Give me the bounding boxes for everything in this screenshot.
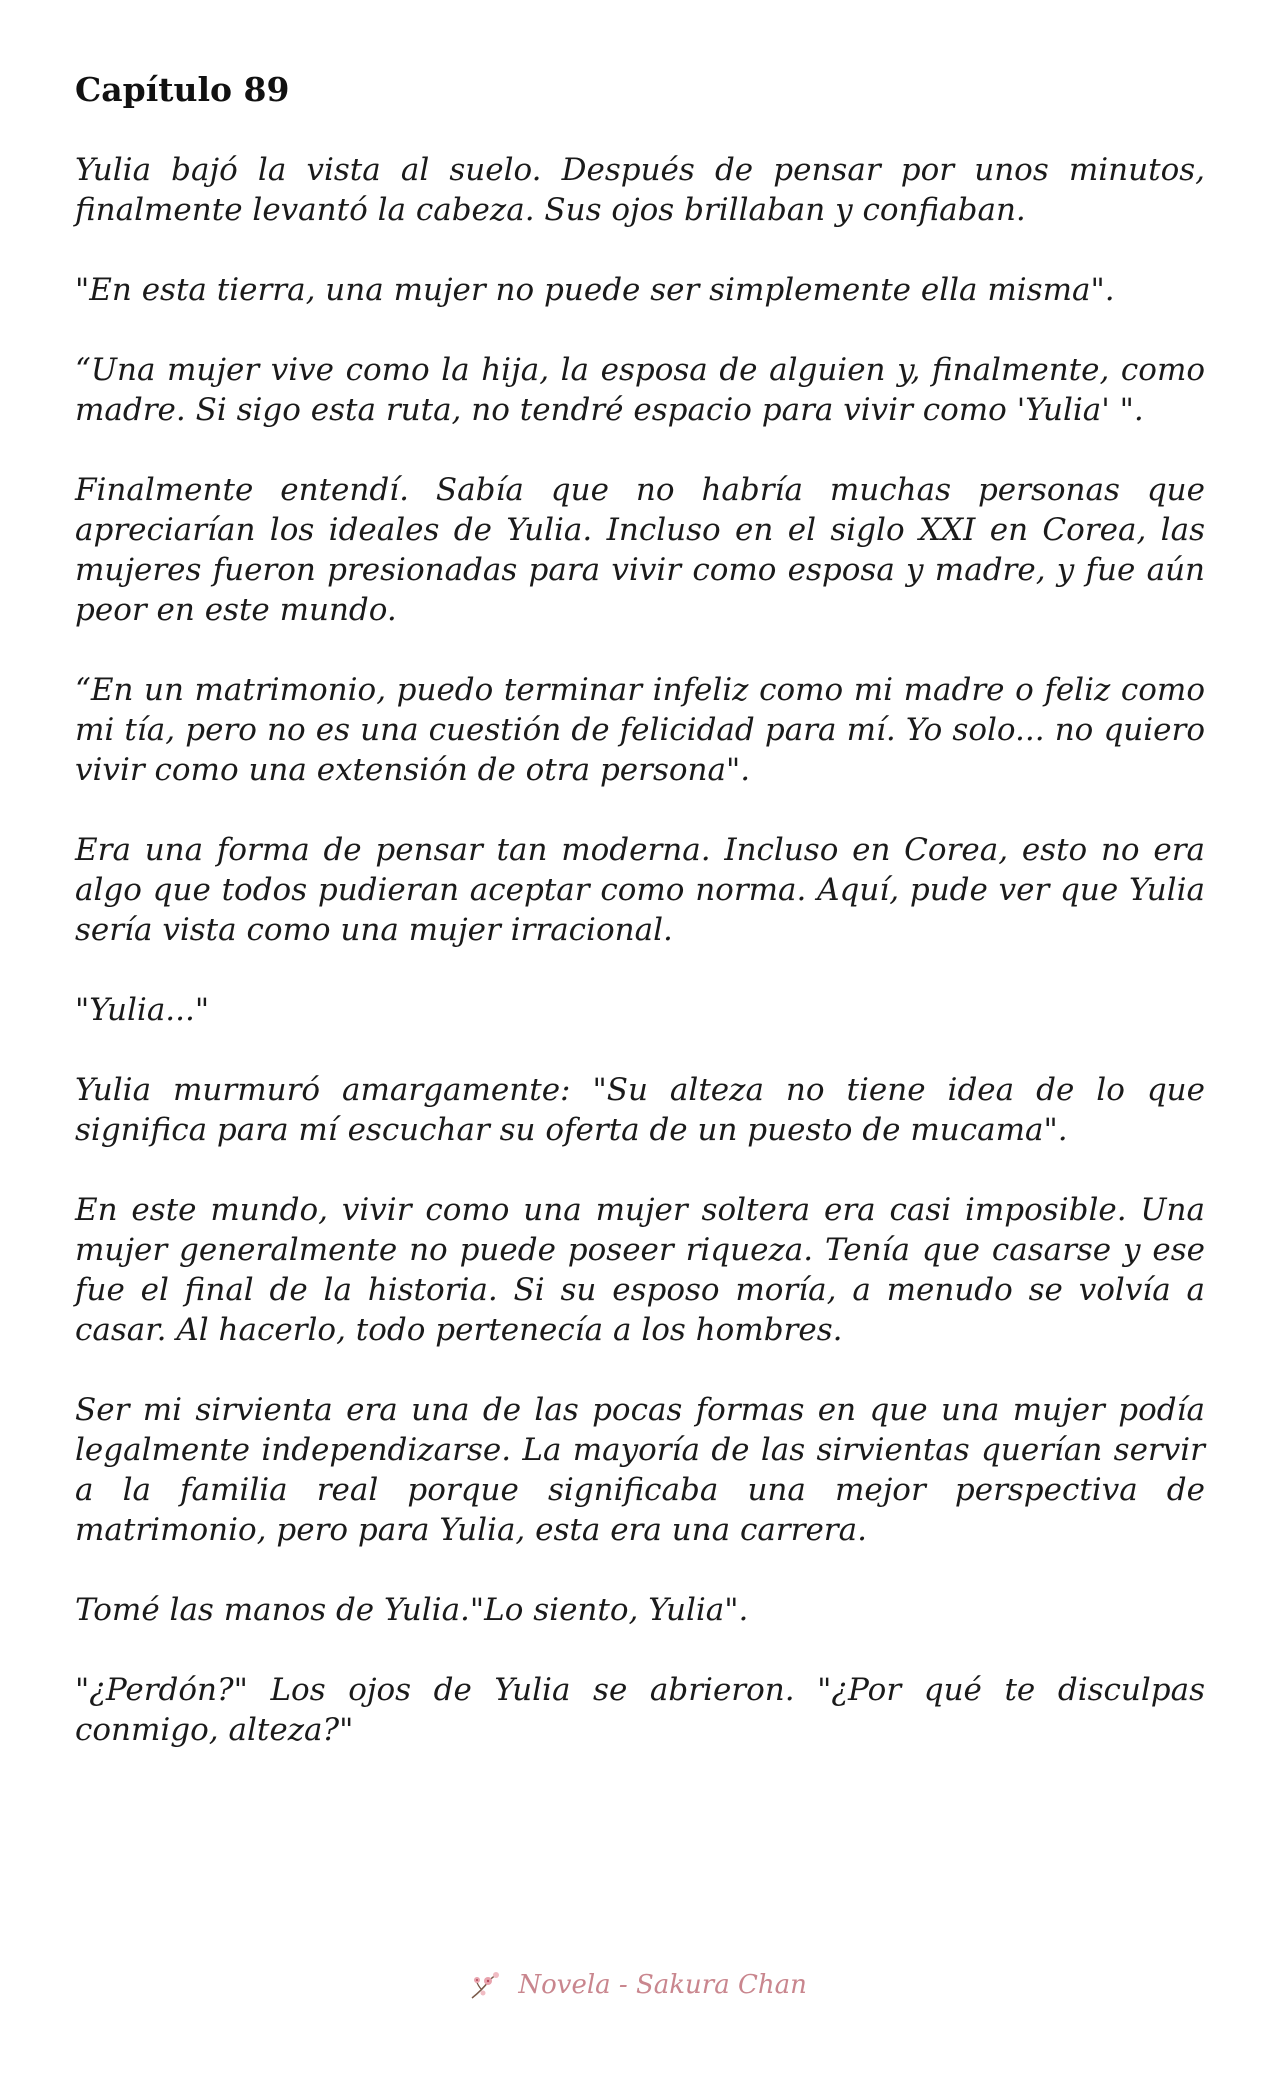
paragraph: Ser mi sirvienta era una de las pocas formas en que una mujer podía legalmente independizarse. La mayoría de las sirvientas querían servir a la familia real porque significaba una mejor perspectiva de matrimonio, pero para Yulia, esta era una carrera.	[75, 1391, 1205, 1548]
paragraph: Era una forma de pensar tan moderna. Incluso en Corea, esto no era algo que todos pudieran aceptar como norma. Aquí, pude ver que Yulia sería vista como una mujer irracional.	[75, 831, 1205, 948]
sakura-flower-icon	[468, 1968, 504, 2004]
paragraph: Yulia bajó la vista al suelo. Después de pensar por unos minutos, finalmente levantó la cabeza. Sus ojos brillaban y confiaban.	[75, 151, 1205, 228]
paragraph: En este mundo, vivir como una mujer soltera era casi imposible. Una mujer generalmente no puede poseer riqueza. Tenía que casarse y ese fue el final de la historia. Si su esposo moría, a menudo se volvía a casar. Al hacerlo, todo pertenecía a los hombres.	[75, 1191, 1205, 1348]
watermark	[0, 1968, 1275, 2004]
paragraph: "¿Perdón?" Los ojos de Yulia se abrieron. "¿Por qué te disculpas conmigo, alteza?"	[75, 1671, 1205, 1748]
watermark-text: Novela - Sakura Chan	[518, 1970, 807, 2000]
paragraph: “Una mujer vive como la hija, la esposa de alguien y, finalmente, como madre. Si sigo esta ruta, no tendré espacio para vivir como 'Yulia' ".	[75, 351, 1205, 428]
paragraph: “En un matrimonio, puedo terminar infeliz como mi madre o feliz como mi tía, pero no es una cuestión de felicidad para mí. Yo solo... no quiero vivir como una extensión de otra persona".	[75, 671, 1205, 788]
paragraph: "En esta tierra, una mujer no puede ser simplemente ella misma".	[75, 271, 1115, 308]
paragraph: "Yulia..."	[75, 991, 210, 1028]
paragraph: Finalmente entendí. Sabía que no habría muchas personas que apreciarían los ideales de Yulia. Incluso en el siglo XXI en Corea, las mujeres fueron presionadas para vivir como esposa y madre, y fue aún peor en este mundo.	[75, 471, 1205, 628]
paragraph: Tomé las manos de Yulia."Lo siento, Yulia".	[75, 1591, 749, 1628]
chapter-title: Capítulo 89	[75, 70, 290, 109]
paragraph: Yulia murmuró amargamente: "Su alteza no tiene idea de lo que significa para mí escuchar su oferta de un puesto de mucama".	[75, 1071, 1205, 1148]
chapter-page	[75, 70, 1205, 1790]
